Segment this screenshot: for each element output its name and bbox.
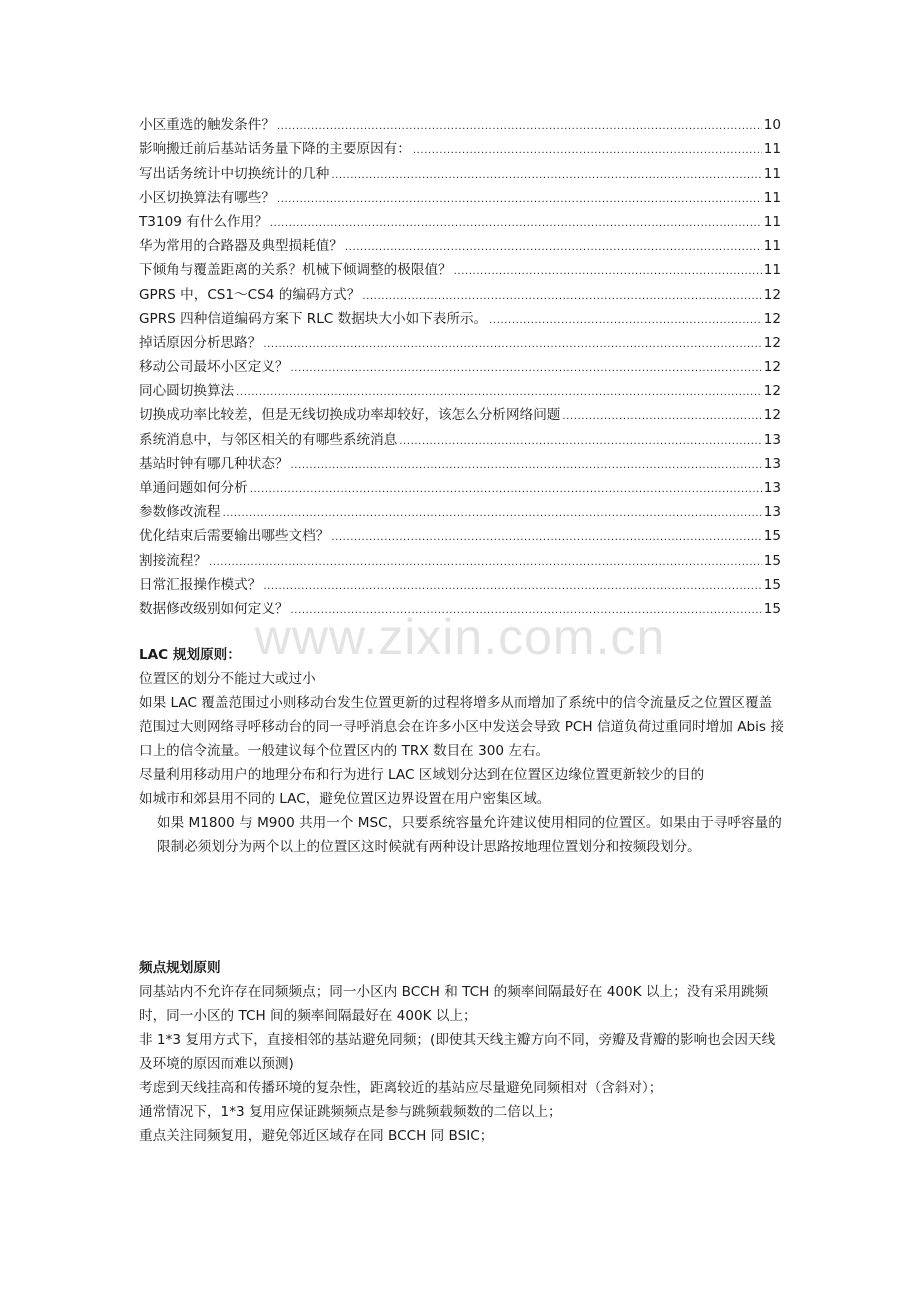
toc-entry-title: 华为常用的合路器及典型损耗值？: [139, 238, 343, 255]
toc-entry-title: T3109 有什么作用？: [139, 213, 268, 230]
toc-dot-leader: [263, 573, 761, 597]
toc-dot-leader: [270, 210, 762, 234]
toc-dot-leader: [277, 186, 762, 210]
toc-dot-leader: [362, 283, 761, 307]
toc-entry[interactable]: [139, 234, 781, 258]
toc-entry[interactable]: [139, 258, 781, 282]
toc-dot-leader: [562, 403, 761, 427]
toc-entry[interactable]: [139, 331, 781, 355]
frequency-paragraph-3: 考虑到天线挂高和传播环境的复杂性，距离较近的基站应尽量避免同频相对（含斜对）；: [139, 1080, 663, 1096]
toc-entry-page: 11: [763, 262, 781, 279]
frequency-paragraph-5: 重点关注同频复用，避免邻近区域存在同 BCCH 同 BSIC；: [139, 1128, 494, 1144]
toc-entry-page: 12: [763, 383, 781, 400]
toc-dot-leader: [236, 379, 762, 403]
toc-entry[interactable]: [139, 548, 781, 572]
toc-entry[interactable]: [139, 427, 781, 451]
toc-entry[interactable]: [139, 355, 781, 379]
toc-dot-leader: [263, 331, 761, 355]
frequency-heading: 频点规划原则: [139, 960, 221, 976]
toc-dot-leader: [331, 162, 761, 186]
toc-entry[interactable]: [139, 186, 781, 210]
lac-paragraph-5: 如果 M1800 与 M900 共用一个 MSC，只要系统容量允许建议使用相同的位置区。如果由于寻呼容量的限制必须划分为两个以上的位置区这时候就有两种设计思路按地理位置划分和按频段划分。: [157, 815, 782, 855]
toc-entry-title: 数据修改级别如何定义？: [139, 600, 289, 617]
toc-entry-page: 15: [763, 552, 781, 569]
toc-entry-title: 基站时钟有哪几种状态？: [139, 455, 289, 472]
toc-dot-leader: [209, 549, 762, 573]
toc-dot-leader: [489, 307, 762, 331]
toc-entry-title: 系统消息中，与邻区相关的有哪些系统消息: [139, 431, 398, 448]
toc-entry-page: 11: [763, 165, 781, 182]
toc-entry-title: 小区切换算法有哪些？: [139, 189, 275, 206]
toc-entry[interactable]: [139, 379, 781, 403]
toc-entry-page: 13: [763, 455, 781, 472]
toc-entry-page: 13: [763, 504, 781, 521]
toc-entry-page: 12: [763, 359, 781, 376]
toc-entry[interactable]: [139, 161, 781, 185]
frequency-paragraph-2: 非 1*3 复用方式下，直接相邻的基站避免同频；(即使其天线主瓣方向不同，旁瓣及背瓣的影响也会因天线及环境的原因而难以预测): [139, 1032, 776, 1072]
toc-entry-page: 11: [763, 141, 781, 158]
toc-entry[interactable]: [139, 524, 781, 548]
toc-entry-title: 移动公司最坏小区定义？: [139, 359, 289, 376]
toc-dot-leader: [291, 597, 762, 621]
toc-dot-leader: [250, 476, 762, 500]
toc-entry[interactable]: [139, 307, 781, 331]
lac-paragraph-4: 如城市和郊县用不同的 LAC，避免位置区边界设置在用户密集区域。: [139, 791, 551, 807]
toc-entry-title: 优化结束后需要输出哪些文档？: [139, 528, 330, 545]
toc-entry[interactable]: [139, 500, 781, 524]
toc-entry[interactable]: [139, 137, 781, 161]
frequency-section: [139, 956, 784, 1148]
toc-entry-title: 写出话务统计中切换统计的几种: [139, 165, 330, 182]
toc-entry-page: 12: [763, 286, 781, 303]
toc-entry-title: 下倾角与覆盖距离的关系？机械下倾调整的极限值？: [139, 262, 452, 279]
toc-entry-title: 小区重选的触发条件？: [139, 117, 275, 134]
toc-entry-title: 同心圆切换算法: [139, 383, 235, 400]
toc-entry[interactable]: [139, 282, 781, 306]
toc-entry-page: 13: [763, 480, 781, 496]
toc-entry-page: 15: [763, 576, 781, 593]
toc-dot-leader: [291, 355, 762, 379]
toc-entry-page: 11: [763, 213, 781, 230]
toc-entry-title: 切换成功率比较差，但是无线切换成功率却较好，该怎么分析网络问题: [139, 407, 561, 424]
toc-entry-page: 12: [763, 310, 781, 327]
toc-entry-title: 日常汇报操作模式？: [139, 576, 262, 593]
lac-section: [139, 643, 784, 859]
toc-entry-title: 割接流程？: [139, 552, 207, 569]
lac-heading: LAC 规划原则：: [139, 647, 241, 663]
toc-entry-page: 11: [763, 238, 781, 255]
toc-entry-page: 13: [763, 431, 781, 448]
toc-entry-title: 单通问题如何分析: [139, 480, 248, 496]
lac-paragraph-2: 如果 LAC 覆盖范围过小则移动台发生位置更新的过程将增多从而增加了系统中的信令流量反之位置区覆盖范围过大则网络寻呼移动台的同一寻呼消息会在许多小区中发送会导致 PCH 信道负荷过重同时增加 Abis 接口上的信令流量。一般建议每个位置区内的 TRX 数目在 300 左右。: [139, 695, 784, 759]
toc-entry[interactable]: [139, 113, 781, 137]
toc-entry-page: 11: [763, 189, 781, 206]
toc-entry-title: 影响搬迁前后基站话务量下降的主要原因有：: [139, 141, 411, 158]
toc-dot-leader: [413, 137, 762, 161]
table-of-contents: [139, 113, 781, 621]
toc-entry[interactable]: [139, 597, 781, 621]
toc-entry-title: GPRS 中，CS1～CS4 的编码方式？: [139, 286, 361, 303]
toc-entry-title: GPRS 四种信道编码方案下 RLC 数据块大小如下表所示。: [139, 310, 488, 327]
lac-paragraph-1: 位置区的划分不能过大或过小: [139, 671, 316, 687]
toc-dot-leader: [345, 234, 762, 258]
toc-entry[interactable]: [139, 210, 781, 234]
toc-entry-page: 15: [763, 528, 781, 545]
lac-paragraph-3: 尽量利用移动用户的地理分布和行为进行 LAC 区域划分达到在位置区边缘位置更新较少的目的: [139, 767, 705, 783]
toc-entry[interactable]: [139, 476, 781, 500]
toc-entry-page: 12: [763, 407, 781, 424]
toc-entry-page: 10: [763, 117, 781, 134]
toc-dot-leader: [223, 500, 762, 524]
toc-dot-leader: [331, 524, 761, 548]
toc-entry[interactable]: [139, 452, 781, 476]
toc-entry-title: 掉话原因分析思路？: [139, 334, 262, 351]
toc-dot-leader: [291, 452, 762, 476]
toc-entry[interactable]: [139, 403, 781, 427]
toc-entry-page: 12: [763, 334, 781, 351]
toc-dot-leader: [399, 428, 761, 452]
watermark: www.zixin.com.cn: [254, 609, 666, 665]
toc-entry[interactable]: [139, 573, 781, 597]
frequency-paragraph-1: 同基站内不允许存在同频频点；同一小区内 BCCH 和 TCH 的频率间隔最好在 400K 以上；没有采用跳频时，同一小区的 TCH 间的频率间隔最好在 400K 以上；: [139, 984, 769, 1024]
frequency-paragraph-4: 通常情况下，1*3 复用应保证跳频频点是参与跳频载频数的二倍以上；: [139, 1104, 562, 1120]
toc-entry-title: 参数修改流程: [139, 504, 221, 521]
toc-dot-leader: [277, 113, 762, 137]
toc-entry-page: 15: [763, 600, 781, 617]
toc-dot-leader: [454, 258, 762, 282]
